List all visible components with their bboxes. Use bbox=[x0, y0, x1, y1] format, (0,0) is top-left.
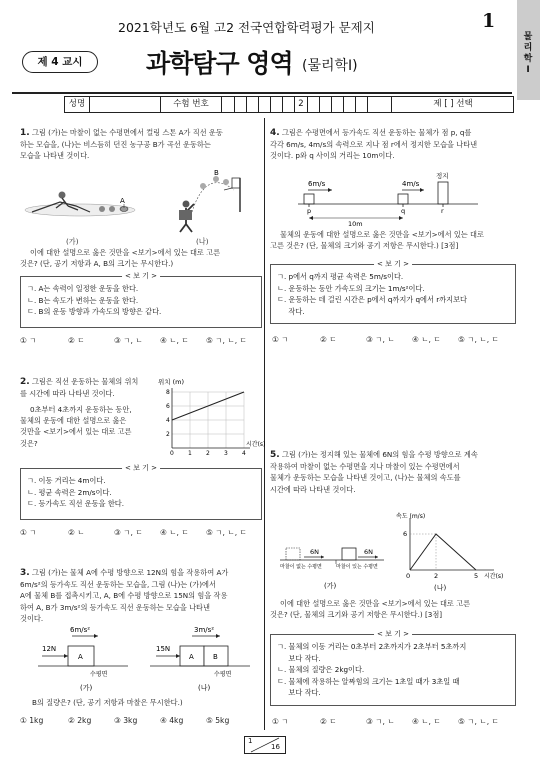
q5-x-tick: 2 bbox=[434, 572, 439, 580]
q5-x-tick: 5 bbox=[474, 572, 479, 580]
q5-option-5[interactable]: ⑤ ㄱ, ㄴ, ㄷ bbox=[458, 717, 499, 726]
q1-stem bbox=[20, 127, 260, 162]
q2-y-unit: 위치 (m) bbox=[158, 378, 185, 386]
q2-option-3[interactable]: ③ ㄱ, ㄷ bbox=[114, 528, 143, 537]
q4-point-p: p bbox=[307, 207, 312, 215]
q4-point-r: r bbox=[441, 207, 444, 215]
q2-option-2[interactable]: ② ㄴ bbox=[68, 528, 85, 537]
footer-page: 1 bbox=[248, 737, 253, 745]
q2-body bbox=[20, 404, 170, 449]
q4-number: 4. bbox=[270, 128, 280, 138]
q5-bogi-box bbox=[270, 630, 516, 706]
q4-stem-line: 것이다. p와 q 사이의 거리는 10m이다. bbox=[270, 151, 395, 161]
column-divider bbox=[264, 118, 265, 730]
q2-x-tick: 3 bbox=[224, 450, 228, 457]
q2-x-tick: 2 bbox=[206, 450, 210, 457]
q2-stem-line: 를 시간에 따라 나타낸 것이다. bbox=[20, 389, 115, 399]
q3-block-a: A bbox=[78, 653, 83, 661]
q4-question bbox=[270, 229, 514, 251]
footer-total: 16 bbox=[271, 743, 280, 751]
q2-number: 2. bbox=[20, 377, 30, 387]
q3-option-5[interactable]: ⑤ 5kg bbox=[206, 716, 230, 725]
q2-body-line: 것은? bbox=[20, 438, 38, 448]
q1-bogi-label: < 보 기 > bbox=[122, 271, 160, 281]
q4-bogi-label: < 보 기 > bbox=[374, 259, 412, 269]
q3-figure bbox=[34, 624, 258, 694]
q3-floor-a: 수평면 bbox=[90, 671, 108, 678]
digit-box[interactable] bbox=[282, 97, 295, 112]
q1-fig-a-caption: (가) bbox=[66, 237, 79, 246]
q1-option-1[interactable]: ① ㄱ bbox=[20, 336, 37, 345]
q4-question-line: 고른 것은? (단, 물체의 크기와 공기 저항은 무시한다.) [3점] bbox=[270, 241, 459, 251]
q5-option-4[interactable]: ④ ㄴ, ㄷ bbox=[412, 717, 441, 726]
q5-bogi-item: 보다 작다. bbox=[277, 653, 321, 663]
period-badge: 제 4 교시 bbox=[22, 51, 98, 73]
q3-option-4[interactable]: ④ 4kg bbox=[160, 716, 184, 725]
q2-body-line: 것만을 <보기>에서 있는 대로 고른 bbox=[20, 427, 132, 437]
info-row bbox=[64, 96, 514, 113]
q5-question-line: 이에 대한 설명으로 옳은 것만을 <보기>에서 있는 대로 고른 bbox=[280, 599, 471, 608]
q4-bogi-item: ㄱ. p에서 q까지 평균 속력은 5m/s이다. bbox=[277, 272, 404, 281]
exam-title: 2021학년도 6월 고2 전국연합학력평가 문제지 bbox=[118, 20, 375, 35]
q2-bogi-item: ㄱ. 이동 거리는 4m이다. bbox=[27, 476, 106, 485]
q3-fig-b: (나) bbox=[198, 684, 211, 692]
subject-title: 과학탐구 영역 bbox=[146, 49, 293, 78]
q3-stem-line: A에 물체 B를 접촉시키고, A, B에 수평 방향으로 15N의 힘을 작용 bbox=[20, 591, 228, 601]
q4-stop: 정지 bbox=[436, 172, 449, 180]
q2-body-line: 물체의 운동에 대한 설명으로 옳은 bbox=[20, 416, 127, 426]
q3-stem-line: 그림 (가)는 물체 A에 수평 방향으로 12N의 힘을 작용하여 A가 bbox=[31, 568, 229, 577]
q2-y-tick: 2 bbox=[166, 431, 170, 438]
q2-option-5[interactable]: ⑤ ㄱ, ㄴ, ㄷ bbox=[206, 528, 247, 537]
q3-stem-line: 6m/s²의 등가속도 직선 운동하는 모습을, 그림 (나)는 (가)에서 bbox=[20, 580, 216, 590]
name-label: 성명 bbox=[65, 97, 90, 112]
q1-label-b: B bbox=[214, 169, 219, 177]
q5-question-line: 것은? (단, 물체의 크기와 공기 저항은 무시한다.) [3점] bbox=[270, 610, 443, 620]
q3-force-b: 15N bbox=[156, 645, 171, 653]
q4-bogi-box bbox=[270, 260, 516, 324]
q2-y-tick: 8 bbox=[166, 389, 170, 396]
q5-option-3[interactable]: ③ ㄱ, ㄴ bbox=[366, 717, 395, 726]
q5-stem-line: 작용하여 마찰이 없는 수평면을 지나 마찰이 있는 수평면에서 bbox=[270, 462, 460, 472]
q2-bogi-box bbox=[20, 464, 262, 520]
q4-bogi-item: 작다. bbox=[277, 306, 305, 316]
q5-fig-a: (가) bbox=[324, 582, 337, 590]
q4-figure bbox=[298, 170, 498, 226]
q3-acc-a: 6m/s² bbox=[70, 626, 91, 634]
side-tab-label: 물리학Ⅰ bbox=[523, 32, 533, 75]
q5-fig-b: (나) bbox=[434, 584, 447, 592]
q1-question bbox=[20, 247, 260, 269]
q1-option-2[interactable]: ② ㄷ bbox=[68, 336, 85, 345]
q4-dist: 10m bbox=[348, 220, 363, 228]
q3-acc-b: 3m/s² bbox=[194, 626, 215, 634]
choice-label: 제 [ ] 선택 bbox=[391, 97, 514, 112]
q4-option-2[interactable]: ② ㄷ bbox=[320, 335, 337, 344]
q3-fig-a: (가) bbox=[80, 684, 93, 692]
q3-option-1[interactable]: ① 1kg bbox=[20, 716, 44, 725]
q5-bogi-item: ㄱ. 물체의 이동 거리는 0초부터 2초까지가 2초부터 5초까지 bbox=[277, 642, 467, 651]
q5-y-unit: 속도 (m/s) bbox=[396, 513, 426, 520]
q3-stem bbox=[20, 567, 262, 624]
q3-force-a: 12N bbox=[42, 645, 57, 653]
q4-option-4[interactable]: ④ ㄴ, ㄷ bbox=[412, 335, 441, 344]
q5-number: 5. bbox=[270, 450, 280, 460]
q2-option-4[interactable]: ④ ㄴ, ㄷ bbox=[160, 528, 189, 537]
q1-bogi-box bbox=[20, 272, 262, 328]
q2-x-unit: 시간(s) bbox=[246, 441, 266, 448]
q1-option-5[interactable]: ⑤ ㄱ, ㄴ, ㄷ bbox=[206, 336, 247, 345]
q1-question-line: 이에 대한 설명으로 옳은 것만을 <보기>에서 있는 대로 고른 bbox=[30, 248, 221, 257]
q1-stem-line: 그림 (가)는 마찰이 없는 수평면에서 컬링 스톤 A가 직선 운동 bbox=[31, 128, 223, 137]
q5-x-unit: 시간(s) bbox=[484, 573, 504, 580]
q5-bogi-item: 보다 작다. bbox=[277, 688, 321, 698]
exam-no-label: 수험 번호 bbox=[161, 97, 222, 112]
q2-body-line: 0초부터 4초까지 운동하는 동안, bbox=[30, 405, 132, 414]
q5-options bbox=[272, 716, 517, 727]
q2-x-tick: 0 bbox=[170, 450, 174, 457]
q2-x-tick: 1 bbox=[188, 450, 192, 457]
q4-option-5[interactable]: ⑤ ㄱ, ㄴ, ㄷ bbox=[458, 335, 499, 344]
q1-bogi-item: ㄷ. B의 운동 방향과 가속도의 방향은 같다. bbox=[27, 307, 162, 317]
q5-force-2: 6N bbox=[364, 548, 373, 556]
q4-stem-line: 각각 6m/s, 4m/s의 속력으로 지나 점 r에서 정지한 모습을 나타낸 bbox=[270, 140, 478, 150]
q2-stem bbox=[20, 376, 170, 399]
q1-bogi-item: ㄴ. B는 속도가 변하는 운동을 한다. bbox=[27, 295, 139, 305]
q5-graph bbox=[396, 512, 512, 594]
q2-options bbox=[20, 527, 265, 538]
q5-velocity-line bbox=[410, 534, 476, 570]
q5-figure-a bbox=[280, 538, 384, 594]
q5-stem-line: 물체가 운동하는 모습을 나타낸 것이고, (나)는 물체의 속도를 bbox=[270, 473, 461, 483]
q2-bogi-item: ㄴ. 평균 속력은 2m/s이다. bbox=[27, 487, 112, 497]
q3-block-b: B bbox=[213, 653, 218, 661]
q4-v2: 4m/s bbox=[402, 180, 420, 188]
q2-stem-line: 그림은 직선 운동하는 물체의 위치 bbox=[31, 377, 139, 386]
q1-options bbox=[20, 335, 265, 346]
q1-number: 1. bbox=[20, 128, 30, 138]
q3-option-3[interactable]: ③ 3kg bbox=[114, 716, 138, 725]
q3-stem-line: 하여 A, B가 3m/s²의 등가속도 직선 운동하는 모습을 나타낸 bbox=[20, 602, 210, 612]
q4-option-3[interactable]: ③ ㄱ, ㄴ bbox=[366, 335, 395, 344]
q4-v1: 6m/s bbox=[308, 180, 326, 188]
digit-box[interactable] bbox=[355, 97, 368, 112]
q5-stem-line: 그림 (가)는 정지해 있는 물체에 6N의 힘을 수평 방향으로 계속 bbox=[281, 450, 478, 459]
q3-number: 3. bbox=[20, 568, 30, 578]
q2-option-1[interactable]: ① ㄱ bbox=[20, 528, 37, 537]
q5-option-1[interactable]: ① ㄱ bbox=[272, 717, 289, 726]
q3-options bbox=[20, 716, 265, 725]
q1-stem-line: 하는 모습을, (나)는 비스듬히 던진 농구공 B가 곡선 운동하는 bbox=[20, 140, 211, 150]
q3-block-a2: A bbox=[189, 653, 194, 661]
q5-bogi-item: ㄴ. 물체의 질량은 2kg이다. bbox=[277, 665, 365, 675]
name-field[interactable] bbox=[90, 97, 161, 112]
q2-y-tick: 4 bbox=[166, 417, 170, 424]
q1-fig-b-caption: (나) bbox=[196, 237, 209, 246]
q3-stem-line: 것이다. bbox=[20, 613, 44, 623]
q1-stem-line: 모습을 나타낸 것이다. bbox=[20, 151, 90, 161]
q1-option-3[interactable]: ③ ㄱ, ㄴ bbox=[114, 336, 143, 345]
q4-bogi-item: ㄴ. 운동하는 동안 가속도의 크기는 1m/s²이다. bbox=[277, 283, 425, 293]
q2-x-tick: 4 bbox=[242, 450, 246, 457]
q4-stem bbox=[270, 127, 514, 162]
q4-stem-line: 그림은 수평면에서 등가속도 직선 운동하는 물체가 점 p, q를 bbox=[281, 128, 472, 137]
header-rule bbox=[12, 92, 512, 94]
q5-bogi-label: < 보 기 > bbox=[374, 629, 412, 639]
q5-y-tick: 6 bbox=[403, 530, 408, 538]
q4-point-q: q bbox=[401, 207, 406, 215]
q2-bogi-label: < 보 기 > bbox=[122, 463, 160, 473]
q5-bogi-item: ㄷ. 물체에 작용하는 알짜힘의 크기는 1초일 때가 3초일 때 bbox=[277, 676, 460, 686]
q5-stem bbox=[270, 449, 514, 495]
q1-bogi-item: ㄱ. A는 속력이 일정한 운동을 한다. bbox=[27, 284, 139, 293]
q3-floor-b: 수평면 bbox=[214, 671, 232, 678]
footer-page-indicator bbox=[244, 736, 286, 754]
q2-y-tick: 6 bbox=[166, 403, 170, 410]
q1-option-4[interactable]: ④ ㄴ, ㄷ bbox=[160, 336, 189, 345]
q5-force-1: 6N bbox=[310, 548, 319, 556]
q3-question: B의 질량은? (단, 공기 저항과 마찰은 무시한다.) bbox=[32, 698, 183, 707]
q5-question bbox=[270, 598, 514, 620]
q1-label-a: A bbox=[120, 197, 125, 205]
subject-subtitle: (물리학Ⅰ) bbox=[302, 58, 358, 74]
exam-no-fixed: 2 bbox=[295, 97, 308, 112]
exam-no-field[interactable] bbox=[222, 97, 390, 112]
q5-surface-2: 마찰이 있는 수평면 bbox=[336, 564, 378, 570]
q5-surface-1: 마찰이 없는 수평면 bbox=[280, 564, 322, 570]
page-number: 1 bbox=[482, 10, 496, 32]
q1-figure bbox=[20, 169, 260, 234]
q1-question-line: 것은? (단, 공기 저항과 A, B의 크기는 무시한다.) bbox=[20, 259, 174, 269]
q3-option-2[interactable]: ② 2kg bbox=[68, 716, 92, 725]
q5-stem-line: 시간에 따라 나타낸 것이다. bbox=[270, 484, 356, 494]
q4-option-1[interactable]: ① ㄱ bbox=[272, 335, 289, 344]
q2-graph bbox=[158, 378, 266, 457]
q4-bogi-item: ㄷ. 운동하는 데 걸린 시간은 p에서 q까지가 q에서 r까지보다 bbox=[277, 295, 467, 305]
q5-x-tick: 0 bbox=[406, 572, 411, 580]
q4-options bbox=[272, 334, 517, 345]
q2-bogi-item: ㄷ. 등가속도 직선 운동을 한다. bbox=[27, 499, 125, 509]
q4-question-line: 물체의 운동에 대한 설명으로 옳은 것만을 <보기>에서 있는 대로 bbox=[280, 230, 484, 239]
q5-option-2[interactable]: ② ㄷ bbox=[320, 717, 337, 726]
